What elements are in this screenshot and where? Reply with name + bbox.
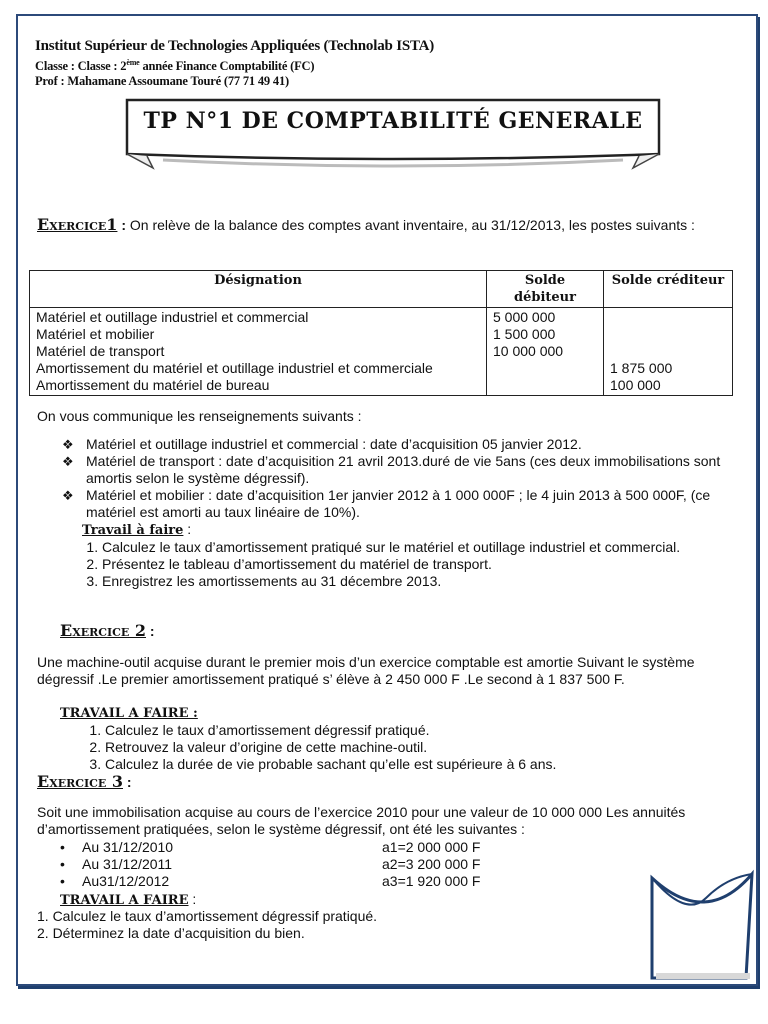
exercise-3-text: Soit une immobilisation acquise au cours de l’exercice 2010 pour une valeur de 10 000 000 Les annuités d’amortissement pratiquées, selon le système dégressif, ont été les suivantes : (37, 804, 686, 837)
exercise-2-task-label: TRAVAIL A FAIRE : (60, 706, 198, 721)
document-title: TP N°1 DE COMPTABILITÉ GENERALE (143, 108, 643, 134)
annuities-list (60, 839, 660, 890)
exercise-2-text: Une machine-outil acquise durant le premier mois d’un exercice comptable est amortie Suivant le système dégressif .Le premier amortissement pratiqué s’ élève à 2 450 000 F .Le second à 1 837 500 F. (37, 654, 695, 687)
list-item: 3. Enregistrez les amortissements au 31 décembre 2013. (102, 573, 730, 590)
exercise-3-task-label: TRAVAIL A FAIRE (60, 893, 189, 908)
list-item: 3. Calculez la durée de vie probable sachant qu’elle est supérieure à 6 ans. (105, 756, 730, 773)
list-item: ❖ Matériel et mobilier : date d’acquisition 1er janvier 2012 à 1 000 000F ; le 4 juin 2013 à 500 000F, (ce matériel est amorti au taux linéaire de 10%). (62, 487, 730, 521)
list-item: • Au 31/12/2011 a2=3 200 000 F (60, 856, 481, 872)
credit-cell: 1 875 000 100 000 (604, 308, 733, 396)
designation-cell: Matériel et outillage industriel et commercial Matériel et mobilier Matériel de transport Amortissement du matériel et outillage industriel et commerciale Amortissement du matériel de bureau (30, 308, 487, 396)
exercise-1-task-label: Travail à faire (82, 523, 184, 538)
document-header (35, 38, 434, 89)
list-item: ❖ Matériel de transport : date d’acquisition 21 avril 2013.duré de vie 5ans (ces deux immobilisations sont amortis selon le système dégressif). (62, 453, 730, 487)
exercise-3-task-heading: TRAVAIL A FAIRE : (60, 891, 197, 908)
list-item: 1. Calculez le taux d’amortissement dégressif pratiqué. (37, 908, 378, 924)
list-item: 2. Présentez le tableau d’amortissement du matériel de transport. (102, 556, 730, 573)
info-intro: On vous communique les renseignements suivants : (37, 408, 362, 424)
class-line: Classe : Classe : 2ème année Finance Comptabilité (FC) (35, 58, 315, 74)
professor-line: Prof : Mahamane Assoumane Touré (77 71 49 41) (35, 74, 289, 89)
col-credit: Solde créditeur (604, 271, 733, 308)
balance-table (29, 270, 733, 396)
list-item: 1. Calculez le taux d’amortissement pratiqué sur le matériel et outillage industriel et commercial. (102, 539, 730, 556)
list-item: 1. Calculez le taux d’amortissement dégressif pratiqué. (105, 722, 730, 739)
exercise-3-tasks (37, 908, 637, 942)
institute-name: Institut Supérieur de Technologies Appliquées (Technolab ISTA) (35, 38, 435, 54)
exercise-1-intro-text: On relève de la balance des comptes avant inventaire, au 31/12/2013, les postes suivants : (129, 217, 695, 233)
debit-cell: 5 000 000 1 500 000 10 000 000 (487, 308, 604, 396)
col-designation: Désignation (30, 271, 487, 308)
exercise-2-heading: Exercice 2 : (60, 621, 155, 640)
exercise-1-label: Exercice1 (37, 215, 118, 234)
table-row (30, 308, 733, 396)
col-debit: Solde débiteur (487, 271, 604, 308)
exercise-1-intro: Exercice1 : On relève de la balance des comptes avant inventaire, au 31/12/2013, les postes suivants : (37, 215, 695, 234)
exercise-3-label: Exercice 3 (37, 772, 123, 791)
list-item: 2. Déterminez la date d’acquisition du bien. (37, 925, 305, 941)
exercise-3-heading: Exercice 3 : (37, 772, 132, 791)
exercise-2-label: Exercice 2 (60, 621, 146, 640)
list-item: • Au 31/12/2010 a1=2 000 000 F (60, 839, 481, 855)
list-item: 2. Retrouvez la valeur d’origine de cette machine-outil. (105, 739, 730, 756)
list-item: • Au31/12/2012 a3=1 920 000 F (60, 873, 481, 889)
info-bullets: ❖ Matériel et outillage industriel et commercial : date d’acquisition 05 janvier 2012. ❖ Matériel de transport : date d’acquisition 21 avril 2013.duré de vie 5ans (ces deux immobilisations sont amortis selon le système dégressif). ❖ Matériel et mobilier : date d’acquisition 1er janvier 2012 à 1 000 000F ; le 4 juin 2013 à 500 000F, (ce matériel est amorti au taux linéaire de 10%). Travail à faire : 1. Calculez le taux d’amortissement pratiqué sur le matériel et outillage industriel et commercial. 2. Présentez le tableau d’amortissement du matériel de transport. 3. Enregistrez les amortissements au 31 décembre 2013. (62, 436, 730, 590)
exercise-2-tasks (60, 705, 730, 773)
list-item: ❖ Matériel et outillage industriel et commercial : date d’acquisition 05 janvier 2012. (62, 436, 730, 453)
page-curl-decoration (646, 868, 758, 986)
